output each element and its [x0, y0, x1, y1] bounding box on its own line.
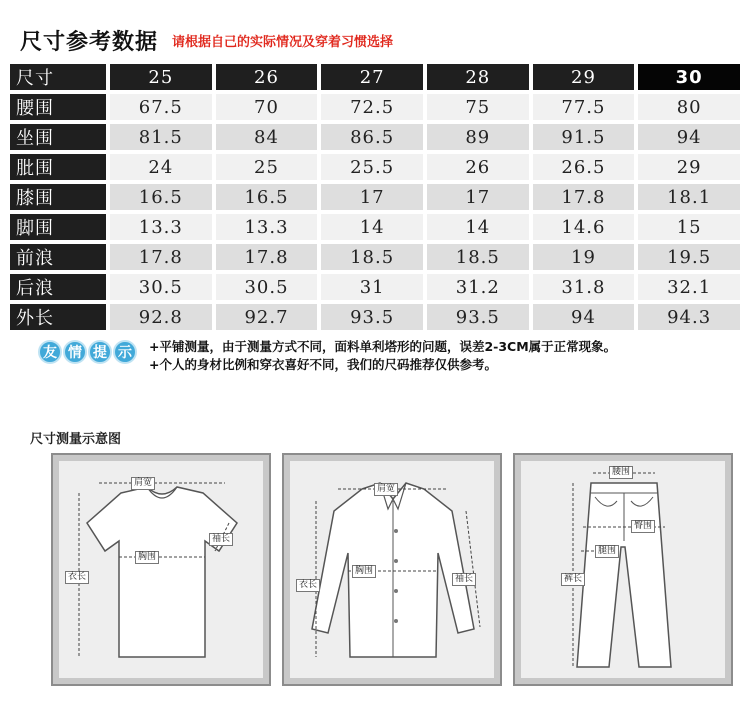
size-table-body	[10, 64, 740, 330]
measure-value: 93.5	[427, 304, 529, 330]
size-table-row	[10, 94, 740, 120]
measure-value: 94.3	[638, 304, 740, 330]
measure-value: 18.5	[321, 244, 423, 270]
measure-label: 膝围	[10, 184, 106, 210]
tshirt-chest-label: 胸围	[135, 551, 159, 564]
measure-value: 17.8	[533, 184, 635, 210]
measure-value: 13.3	[216, 214, 318, 240]
measure-label: 外长	[10, 304, 106, 330]
measure-value: 14	[427, 214, 529, 240]
measure-value: 72.5	[321, 94, 423, 120]
measure-value: 67.5	[110, 94, 212, 120]
measure-value: 25	[216, 154, 318, 180]
measure-value: 94	[638, 124, 740, 150]
tshirt-length-label: 衣长	[65, 571, 89, 584]
tshirt-diagram	[51, 453, 271, 686]
tips	[38, 334, 616, 374]
measure-value: 16.5	[110, 184, 212, 210]
tshirt-shoulder-label: 肩宽	[131, 477, 155, 490]
pants-outseam-label: 裤长	[561, 573, 585, 586]
corner-label: 尺寸	[10, 64, 106, 90]
header	[20, 20, 393, 60]
tips-badge-char: 情	[63, 340, 87, 364]
measure-value: 75	[427, 94, 529, 120]
pants-waist-label: 腰围	[609, 466, 633, 479]
tips-line-2: +个人的身材比例和穿衣喜好不同，我们的尺码推荐仅供参考。	[149, 357, 497, 372]
measure-value: 15	[638, 214, 740, 240]
measure-label: 坐围	[10, 124, 106, 150]
diagram-section-title: 尺寸测量示意图	[30, 432, 122, 447]
measure-value: 30.5	[216, 274, 318, 300]
size-table	[6, 60, 744, 334]
measure-value: 14	[321, 214, 423, 240]
measure-value: 92.8	[110, 304, 212, 330]
tips-badge	[38, 340, 137, 374]
size-table-row	[10, 184, 740, 210]
pants-illustration	[521, 461, 727, 680]
tshirt-sleeve-label: 袖长	[209, 533, 233, 546]
measure-value: 32.1	[638, 274, 740, 300]
size-col-header: 28	[427, 64, 529, 90]
measure-value: 81.5	[110, 124, 212, 150]
measure-value: 92.7	[216, 304, 318, 330]
measure-label: 腰围	[10, 94, 106, 120]
measure-value: 24	[110, 154, 212, 180]
tips-badge-char: 示	[113, 340, 137, 364]
shirt-diagram	[282, 453, 502, 686]
pants-diagram	[513, 453, 733, 686]
measure-value: 30.5	[110, 274, 212, 300]
measure-value: 19.5	[638, 244, 740, 270]
measure-value: 77.5	[533, 94, 635, 120]
page-subtitle: 请根据自己的实际情况及穿着习惯选择	[172, 34, 394, 50]
size-col-header: 26	[216, 64, 318, 90]
size-table-row	[10, 154, 740, 180]
measure-value: 17.8	[110, 244, 212, 270]
measure-value: 29	[638, 154, 740, 180]
tips-badge-char: 提	[88, 340, 112, 364]
size-col-header: 27	[321, 64, 423, 90]
measure-value: 25.5	[321, 154, 423, 180]
tips-badge-char: 友	[38, 340, 62, 364]
tips-text	[149, 334, 616, 374]
measure-value: 94	[533, 304, 635, 330]
measure-value: 91.5	[533, 124, 635, 150]
measure-label: 前浪	[10, 244, 106, 270]
measure-label: 后浪	[10, 274, 106, 300]
page-title: 尺寸参考数据	[20, 29, 159, 55]
size-table-row	[10, 244, 740, 270]
measure-value: 14.6	[533, 214, 635, 240]
measure-value: 93.5	[321, 304, 423, 330]
shirt-chest-label: 胸围	[352, 565, 376, 578]
measure-value: 19	[533, 244, 635, 270]
measure-value: 86.5	[321, 124, 423, 150]
tshirt-illustration	[59, 461, 265, 680]
size-col-header: 29	[533, 64, 635, 90]
measure-value: 16.5	[216, 184, 318, 210]
measure-value: 31	[321, 274, 423, 300]
measure-value: 70	[216, 94, 318, 120]
measure-label: 肶围	[10, 154, 106, 180]
size-table-row	[10, 214, 740, 240]
pants-thigh-label: 腿围	[595, 545, 619, 558]
shirt-shoulder-label: 肩宽	[374, 483, 398, 496]
measure-value: 17.8	[216, 244, 318, 270]
measure-value: 17	[321, 184, 423, 210]
measure-value: 13.3	[110, 214, 212, 240]
measure-value: 84	[216, 124, 318, 150]
shirt-sleeve-label: 袖长	[452, 573, 476, 586]
measure-value: 18.1	[638, 184, 740, 210]
measure-label: 脚围	[10, 214, 106, 240]
size-table-row	[10, 274, 740, 300]
tips-line-1: +平铺测量，由于测量方式不同，面料单利塔形的问题，误差2-3CM属于正常现象。	[149, 339, 617, 354]
measure-value: 26.5	[533, 154, 635, 180]
size-col-header: 25	[110, 64, 212, 90]
measure-value: 31.2	[427, 274, 529, 300]
measure-value: 89	[427, 124, 529, 150]
measure-value: 17	[427, 184, 529, 210]
size-col-header: 30	[638, 64, 740, 90]
size-table-row	[10, 124, 740, 150]
measure-value: 31.8	[533, 274, 635, 300]
measure-value: 26	[427, 154, 529, 180]
measure-value: 18.5	[427, 244, 529, 270]
pants-hip-label: 臀围	[631, 520, 655, 533]
measure-value: 80	[638, 94, 740, 120]
size-table-row	[10, 304, 740, 330]
shirt-length-label: 衣长	[296, 579, 320, 592]
size-header-row	[10, 64, 740, 90]
